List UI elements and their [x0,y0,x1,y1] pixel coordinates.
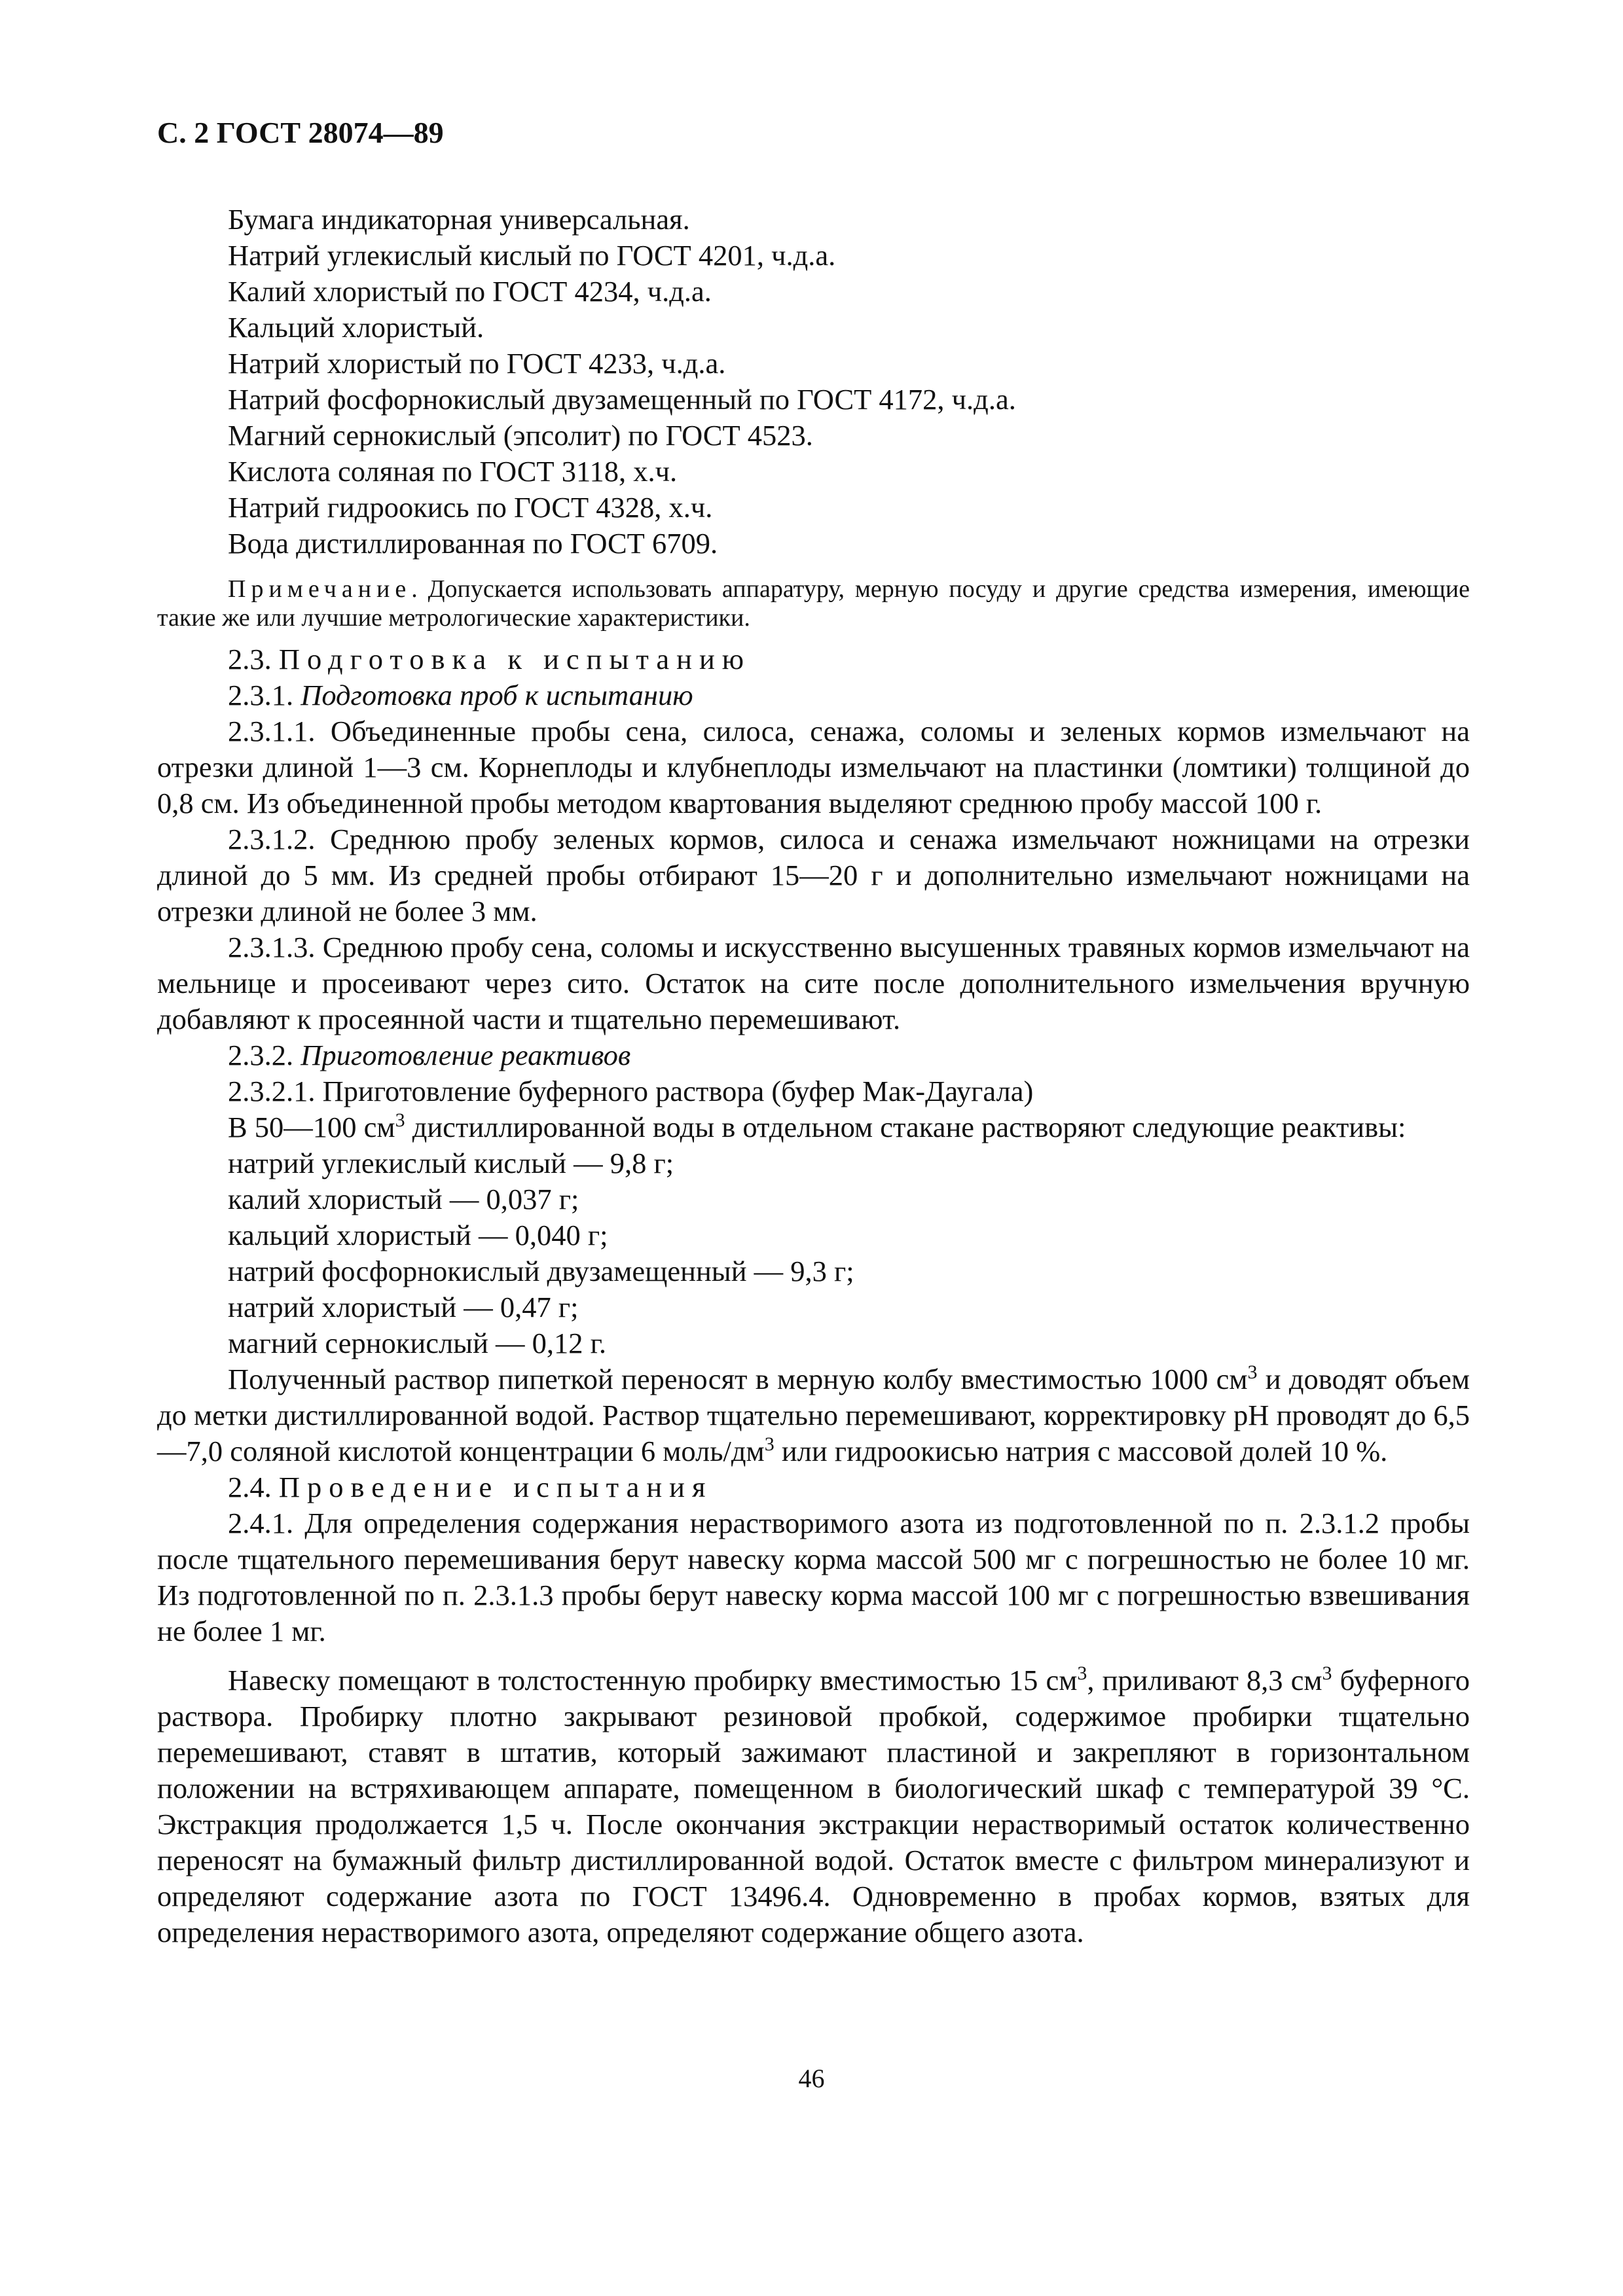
text-fragment: дистиллированной воды в отдельном стакане растворяют следующие реактивы: [405,1111,1406,1143]
text-fragment: или гидроокисью натрия с массовой долей 10 %. [774,1435,1388,1467]
superscript: 3 [395,1109,405,1131]
text-fragment: В 50—100 см [228,1111,395,1143]
buffer-item: кальций хлористый — 0,040 г; [228,1219,608,1251]
paragraph-2-4-1: 2.4.1. Для определения содержания нерастворимого азота из подготовленной по п. 2.3.1.2 пробы после тщательного перемешивания берут навеску корма массой 500 мг с погрешностью не более 10 мг. Из подготовленной по п. 2.3.1.3 пробы берут навеску корма массой 100 мг с погрешностью взвешивания не более 1 мг. [157,1507,1470,1647]
buffer-item: натрий углекислый кислый — 9,8 г; [228,1147,674,1179]
buffer-item: натрий хлористый — 0,47 г; [228,1291,579,1323]
reagent-item: Натрий хлористый по ГОСТ 4233, ч.д.а. [228,347,726,380]
reagent-list [157,202,1470,562]
buffer-item: калий хлористый — 0,037 г; [228,1183,579,1215]
buffer-item: магний сернокислый — 0,12 г. [228,1327,607,1359]
text-fragment: Навеску помещают в толстостенную пробирку вместимостью 15 см [228,1664,1078,1696]
superscript: 3 [1322,1662,1332,1684]
paragraph-procedure [157,1662,1470,1950]
reagent-item: Магний сернокислый (эпсолит) по ГОСТ 4523. [228,419,813,452]
reagent-item: Натрий углекислый кислый по ГОСТ 4201, ч.д.а. [228,239,836,272]
paragraph-2-3-1-1: 2.3.1.1. Объединенные пробы сена, силоса, сенажа, соломы и зеленых кормов измельчают на отрезки длиной 1—3 см. Корнеплоды и клубнеплоды измельчают на пластинки (ломтики) толщиной до 0,8 см. Из объединенной пробы методом квартования выделяют среднюю пробу массой 100 г. [157,715,1470,819]
reagent-item: Кальций хлористый. [228,311,484,344]
reagent-item: Вода дистиллированная по ГОСТ 6709. [228,527,718,560]
reagent-item: Натрий гидроокись по ГОСТ 4328, х.ч. [228,491,713,524]
reagent-item: Натрий фосфорнокислый двузамещенный по ГОСТ 4172, ч.д.а. [228,383,1016,416]
note [157,575,1470,632]
text-fragment: и доводят объем до метки дистиллированной водой. Раствор тщательно перемешивают, корректировку pH проводят до 6,5—7,0 соляной кислотой концентрации 6 моль/дм [157,1363,1470,1467]
paragraph-2-3-1-3: 2.3.1.3. Среднюю пробу сена, соломы и искусственно высушенных травяных кормов измельчают на мельнице и просеивают через сито. Остаток на сите после дополнительного измельчения вручную добавляют к просеянной части и тщательно перемешивают. [157,931,1470,1035]
section-title: Проведение испытания [278,1471,713,1503]
section-heading-2-4 [157,1469,1470,1505]
page-number: 46 [798,2064,825,2093]
section-title: Подготовка к испытанию [278,643,752,675]
reagent-item: Кислота соляная по ГОСТ 3118, х.ч. [228,455,678,488]
reagent-item: Калий хлористый по ГОСТ 4234, ч.д.а. [228,275,712,308]
superscript: 3 [1077,1662,1087,1684]
section-number: 2.3.2. [228,1039,294,1071]
text-fragment: , приливают 8,3 см [1087,1664,1322,1696]
superscript: 3 [1247,1361,1258,1383]
superscript: 3 [764,1433,775,1455]
paragraph-2-3-2-1: 2.3.2.1. Приготовление буферного раствора (буфер Мак-Даугала) [228,1075,1034,1107]
section-number: 2.3. [228,643,272,675]
buffer-item: натрий фосфорнокислый двузамещенный — 9,3 г; [228,1255,854,1287]
buffer-result [157,1361,1470,1469]
section-heading-2-3 [157,641,1470,677]
text-fragment: Полученный раствор пипеткой переносят в мерную колбу вместимостью 1000 см [228,1363,1248,1395]
section-heading-2-3-2 [157,1037,1470,1073]
page-header: С. 2 ГОСТ 28074—89 [157,116,444,149]
paragraph-gap [157,1649,1470,1662]
reagent-item: Бумага индикаторная универсальная. [228,203,690,236]
section-number: 2.3.1. [228,679,294,711]
section-title: Подготовка проб к испытанию [301,679,693,711]
text-fragment: буферного раствора. Пробирку плотно закрывают резиновой пробкой, содержимое пробирки тщательно перемешивают, ставят в штатив, который зажимают пластиной и закрепляют в горизонтальном положении на встряхивающем аппарате, помещенном в биологический шкаф с температурой 39 °С. Экстракция продолжается 1,5 ч. После окончания экстракции нерастворимый остаток количественно переносят на бумажный фильтр дистиллированной водой. Остаток вместе с фильтром минерализуют и определяют содержание азота по ГОСТ 13496.4. Одновременно в пробах кормов, взятых для определения нерастворимого азота, определяют содержание общего азота. [157,1664,1470,1948]
document-page [157,115,1470,1950]
note-text: . Допускается использовать аппаратуру, мерную посуду и другие средства измерения, имеющие такие же или лучшие метрологические характеристики. [157,575,1470,632]
section-number: 2.4. [228,1471,272,1503]
note-label: Примечание [228,575,412,603]
section-heading-2-3-1 [157,677,1470,713]
paragraph-2-3-1-2: 2.3.1.2. Среднюю пробу зеленых кормов, силоса и сенажа измельчают ножницами на отрезки длиной до 5 мм. Из средней пробы отбирают 15—20 г и дополнительно измельчают ножницами на отрезки длиной не более 3 мм. [157,823,1470,927]
buffer-composition-list [157,1145,1470,1361]
section-title: Приготовление реактивов [301,1039,631,1071]
buffer-intro [157,1109,1470,1145]
